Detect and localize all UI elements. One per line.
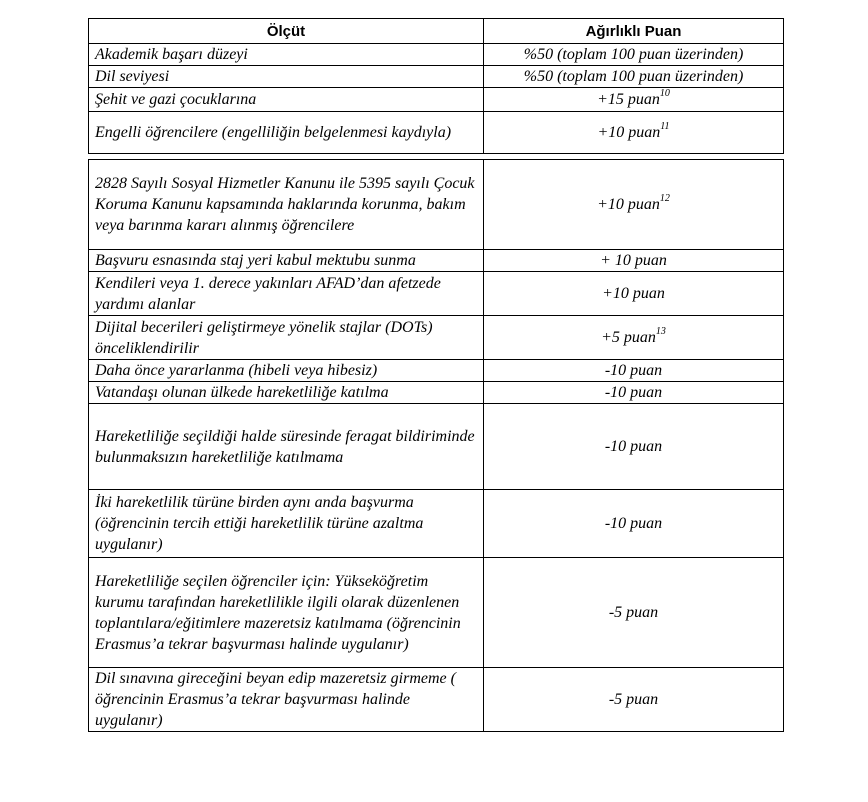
criteria-table	[88, 18, 784, 732]
footnote-ref: 13	[655, 325, 666, 337]
criterion-cell: Dijital becerileri geliştirmeye yönelik stajlar (DOTs) önceliklendirilir	[89, 316, 484, 360]
score-cell	[484, 490, 784, 558]
table-row	[89, 382, 784, 404]
criterion-cell: Vatandaşı olunan ülkede hareketliliğe katılma	[89, 382, 484, 404]
table-row	[89, 44, 784, 66]
table-row	[89, 160, 784, 250]
criterion-cell: 2828 Sayılı Sosyal Hizmetler Kanunu ile 5395 sayılı Çocuk Koruma Kanunu kapsamında haklarında korunma, bakım veya barınma kararı alınmış öğrencilere	[89, 160, 484, 250]
score-text: -10 puan	[604, 515, 663, 532]
criterion-cell: İki hareketlilik türüne birden aynı anda başvurma (öğrencinin tercih ettiği hareketlilik türüne azaltma uygulanır)	[89, 490, 484, 558]
score-cell	[484, 558, 784, 668]
score-cell	[484, 316, 784, 360]
criterion-cell: Daha önce yararlanma (hibeli veya hibesiz)	[89, 360, 484, 382]
score-text: + 10 puan	[600, 252, 667, 269]
score-text: +10 puan	[597, 124, 661, 141]
score-cell	[484, 44, 784, 66]
score-cell	[484, 404, 784, 490]
score-cell	[484, 160, 784, 250]
table-row	[89, 88, 784, 112]
score-text: %50 (toplam 100 puan üzerinden)	[523, 46, 744, 63]
criterion-cell: Dil sınavına gireceğini beyan edip mazeretsiz girmeme ( öğrencinin Erasmus’a tekrar başvurması halinde uygulanır)	[89, 668, 484, 732]
score-text: -10 puan	[604, 438, 663, 455]
table-row	[89, 360, 784, 382]
footnote-ref: 12	[659, 192, 670, 204]
criterion-cell: Başvuru esnasında staj yeri kabul mektubu sunma	[89, 250, 484, 272]
score-text: -10 puan	[604, 384, 663, 401]
table-row	[89, 316, 784, 360]
score-text: +10 puan	[602, 285, 665, 302]
score-cell	[484, 360, 784, 382]
score-text: -5 puan	[608, 691, 659, 708]
footnote-ref: 11	[660, 120, 670, 132]
score-text: -5 puan	[608, 604, 659, 621]
table-row	[89, 558, 784, 668]
score-text: -10 puan	[604, 362, 663, 379]
footnote-ref: 10	[659, 87, 670, 99]
score-text: %50 (toplam 100 puan üzerinden)	[523, 68, 744, 85]
table-row	[89, 490, 784, 558]
criterion-cell: Engelli öğrencilere (engelliliğin belgelenmesi kaydıyla)	[89, 112, 484, 154]
criterion-cell: Dil seviyesi	[89, 66, 484, 88]
score-text: +15 puan	[597, 91, 660, 108]
score-cell	[484, 112, 784, 154]
criterion-cell: Kendileri veya 1. derece yakınları AFAD’dan afetzede yardımı alanlar	[89, 272, 484, 316]
score-text: +5 puan	[601, 329, 656, 346]
score-cell	[484, 668, 784, 732]
score-cell	[484, 250, 784, 272]
criterion-cell: Akademik başarı düzeyi	[89, 44, 484, 66]
header-criterion: Ölçüt	[89, 19, 484, 44]
criterion-cell: Şehit ve gazi çocuklarına	[89, 88, 484, 112]
score-cell	[484, 272, 784, 316]
table-row	[89, 272, 784, 316]
table-row	[89, 668, 784, 732]
table-header-row	[89, 19, 784, 44]
score-text: +10 puan	[597, 196, 660, 213]
table-row	[89, 112, 784, 154]
header-weighted-score: Ağırlıklı Puan	[484, 19, 784, 44]
score-cell	[484, 382, 784, 404]
table-row	[89, 404, 784, 490]
score-cell	[484, 66, 784, 88]
table-row	[89, 250, 784, 272]
score-cell	[484, 88, 784, 112]
criterion-cell: Hareketliliğe seçildiği halde süresinde feragat bildiriminde bulunmaksızın hareketliliğe katılmama	[89, 404, 484, 490]
criterion-cell: Hareketliliğe seçilen öğrenciler için: Yükseköğretim kurumu tarafından hareketlilikle ilgili olarak düzenlenen toplantılara/eğitimlere mazeretsiz katılmama (öğrencinin Erasmus’a tekrar başvurması halinde uygulanır)	[89, 558, 484, 668]
table-row	[89, 66, 784, 88]
